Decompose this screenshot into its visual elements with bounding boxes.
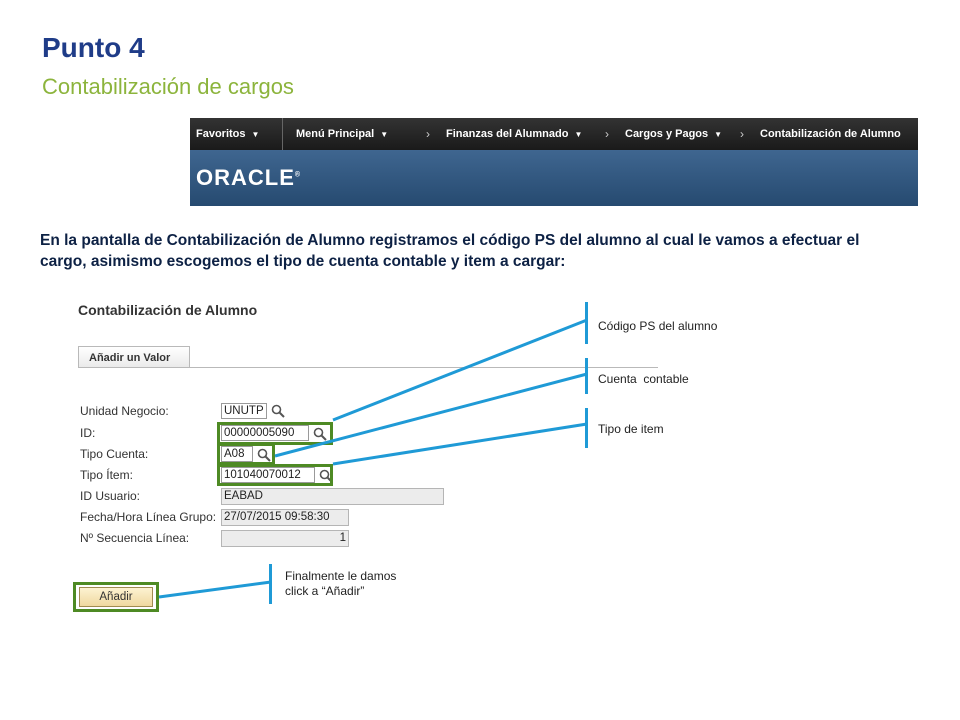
callout-bar [585, 302, 588, 344]
callout-tipo-item: Tipo de item [598, 422, 664, 436]
nav-label: Favoritos [196, 128, 246, 140]
slide-title: Punto 4 [42, 32, 145, 63]
tipo-item-label: Tipo Ítem: [80, 468, 133, 482]
dropdown-arrow-icon: ▼ [714, 129, 723, 139]
callout-finalmente-line1: Finalmente le damos [285, 569, 397, 583]
fecha-hora-label: Fecha/Hora Línea Grupo: [80, 510, 217, 524]
breadcrumb-chevron-icon: › [426, 127, 430, 141]
nav-label: Finanzas del Alumnado [446, 128, 569, 140]
description-text: En la pantalla de Contabilización de Alumno registramos el código PS del alumno al cual le vamos a efectuar el cargo, asimismo escogemos el tipo de cuenta contable y item a cargar: [40, 232, 860, 270]
add-button[interactable]: Añadir [79, 587, 153, 607]
slide-subtitle: Contabilización de cargos [42, 74, 294, 99]
dropdown-arrow-icon: ▼ [380, 129, 389, 139]
nav-label: Menú Principal [296, 128, 375, 140]
connector-cuenta-contable [275, 374, 587, 456]
connector-add-button [159, 582, 271, 597]
breadcrumb-chevron-icon: › [605, 127, 609, 141]
page-heading: Contabilización de Alumno [78, 302, 258, 318]
callout-bar [269, 564, 272, 604]
callout-finalmente-line2: click a “Añadir” [285, 584, 365, 598]
nav-label: Cargos y Pagos [625, 128, 709, 140]
callout-bar [585, 358, 588, 394]
connector-codigo-ps [333, 320, 587, 420]
breadcrumb-chevron-icon: › [740, 127, 744, 141]
tab-anadir-valor[interactable]: Añadir un Valor [78, 346, 190, 368]
dropdown-arrow-icon: ▼ [574, 129, 583, 139]
tipo-cuenta-label: Tipo Cuenta: [80, 447, 149, 461]
id-label: ID: [80, 426, 96, 440]
dropdown-arrow-icon: ▼ [251, 129, 260, 139]
callout-cuenta-contable: Cuenta contable [598, 372, 689, 386]
id-usuario-value: EABAD [221, 488, 444, 505]
secuencia-value: 1 [221, 530, 349, 547]
nav-label: Contabilización de Alumno [760, 128, 901, 140]
callout-bar [585, 408, 588, 448]
fecha-hora-value: 27/07/2015 09:58:30 [221, 509, 349, 526]
unidad-negocio-label: Unidad Negocio: [80, 404, 169, 418]
oracle-logo: ORACLE® [196, 165, 302, 190]
callout-codigo-ps: Código PS del alumno [598, 319, 718, 333]
id-usuario-label: ID Usuario: [80, 489, 141, 503]
secuencia-label: Nº Secuencia Línea: [80, 531, 190, 545]
